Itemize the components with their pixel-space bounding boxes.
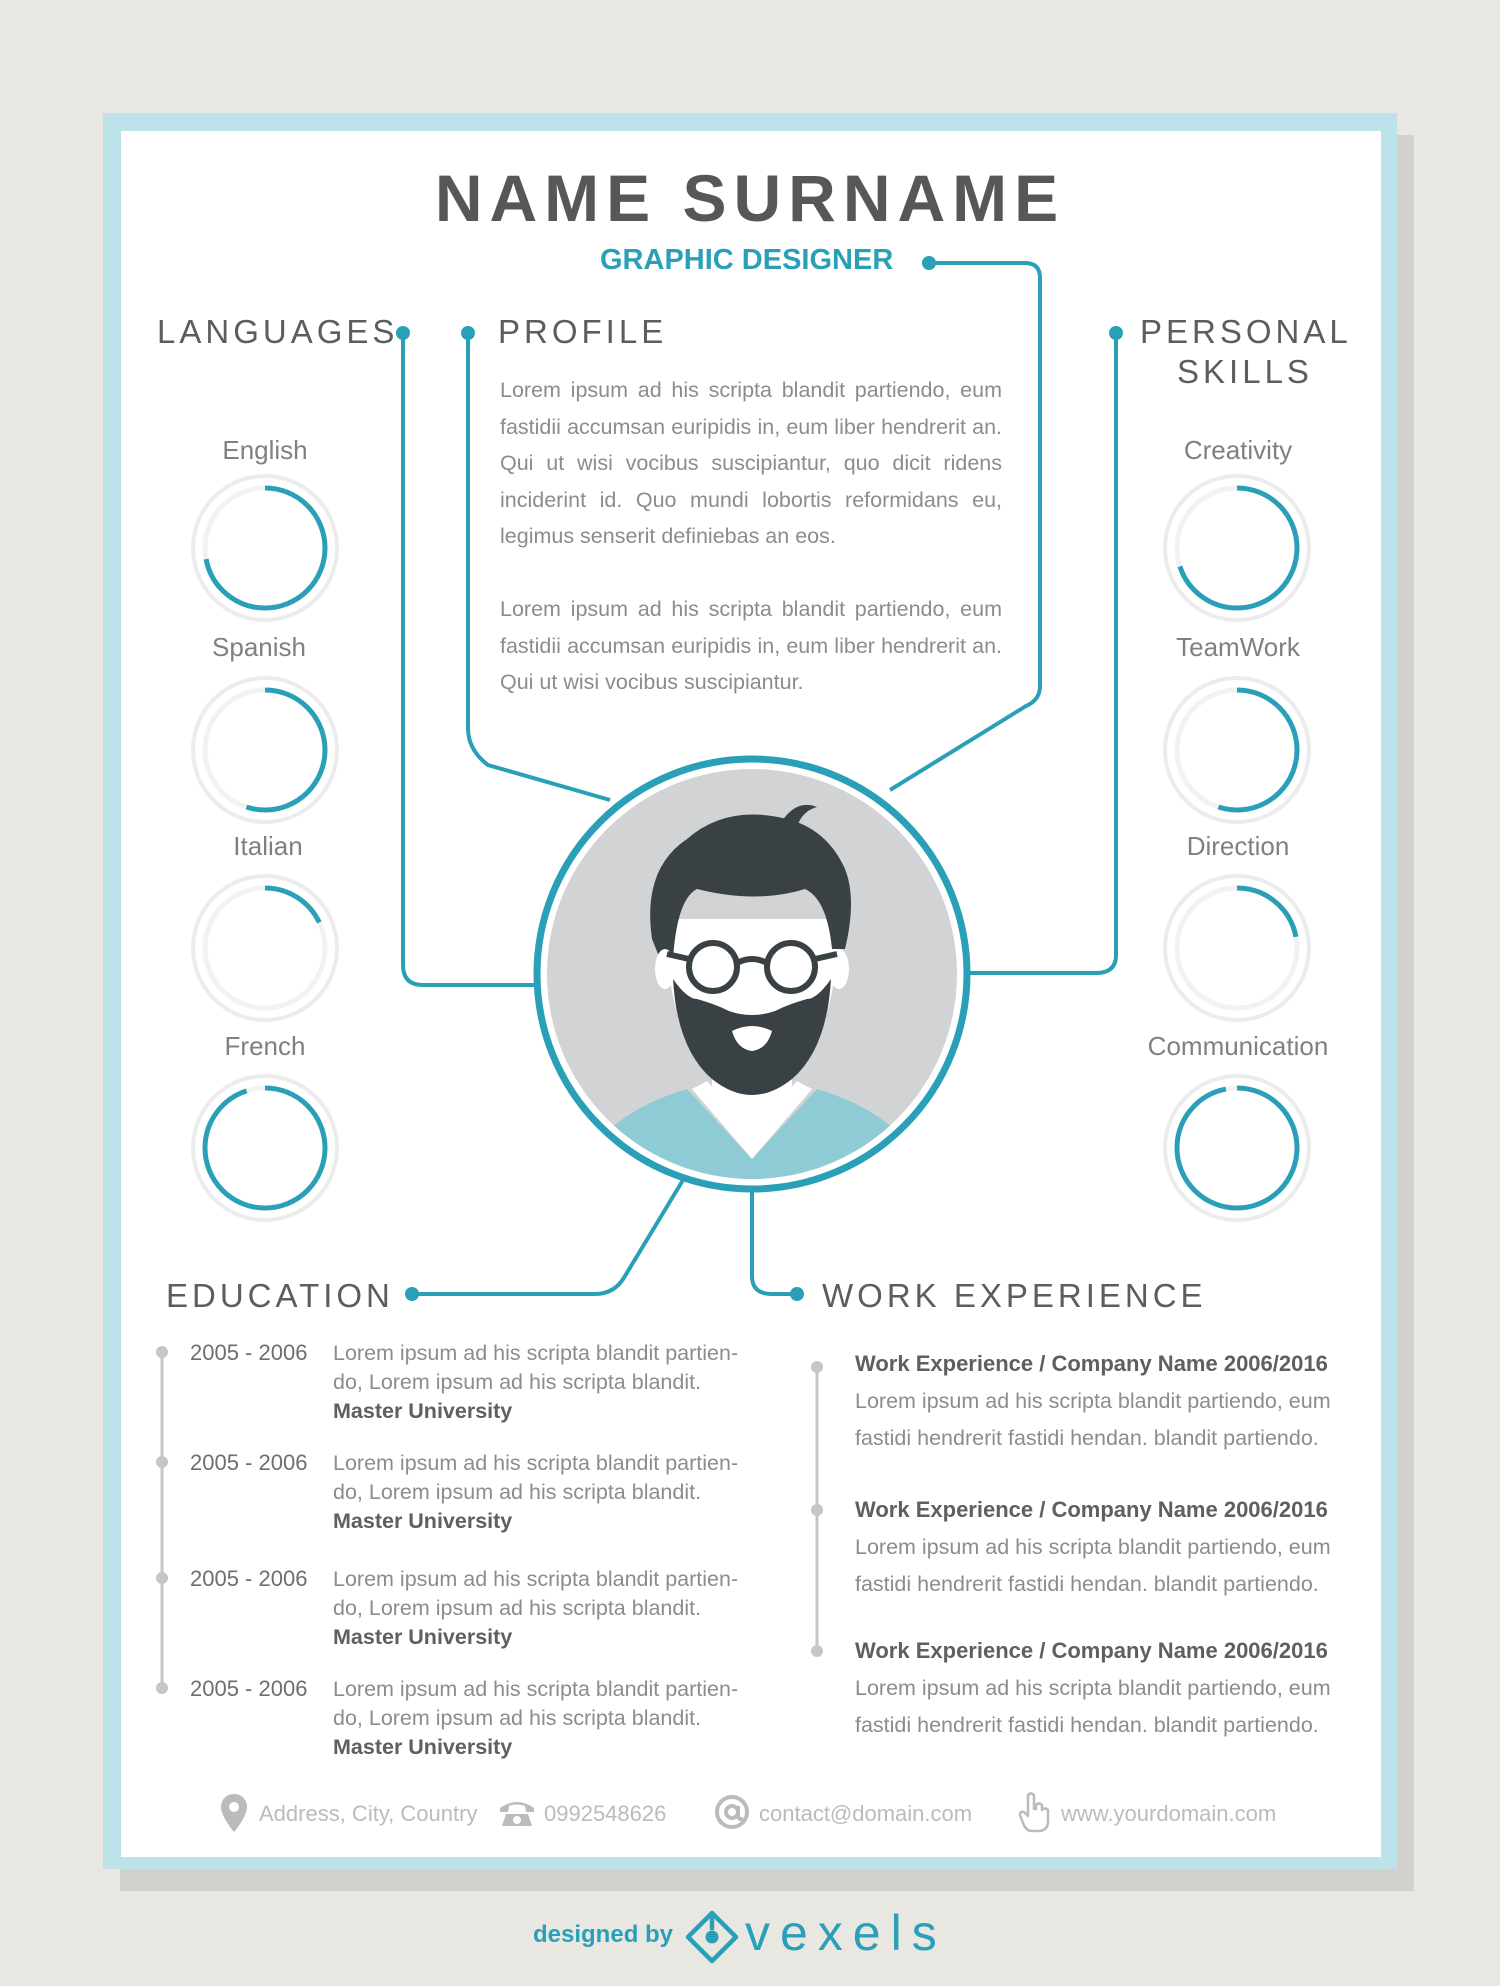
skill-label: Creativity (1183, 435, 1293, 465)
education-desc-line: Lorem ipsum ad his scripta blandit partien- (333, 1567, 739, 1591)
connector-dot-work (790, 1287, 804, 1301)
education-years: 2005 - 2006 (190, 1450, 308, 1475)
language-label: French (224, 1031, 306, 1061)
education-entry (333, 1565, 753, 1652)
skill-gauge (1157, 670, 1317, 830)
skill-label: Communication (1147, 1031, 1329, 1061)
education-desc-line: do, Lorem ipsum ad his scripta blandit. (333, 1370, 702, 1394)
gauge-outer-ring (193, 1076, 337, 1220)
map-pin-icon (219, 1792, 249, 1834)
language-gauge (185, 1068, 345, 1228)
contact-address: Address, City, Country (259, 1801, 478, 1826)
language-gauge (185, 868, 345, 1028)
gauge-outer-ring (1165, 678, 1309, 822)
gauge-outer-ring (1165, 876, 1309, 1020)
skill-label: TeamWork (1176, 632, 1300, 662)
pointer-hand-icon (1018, 1791, 1052, 1833)
education-desc-line: do, Lorem ipsum ad his scripta blandit. (333, 1596, 702, 1620)
connector-work-line (752, 1185, 797, 1294)
contact-email: contact@domain.com (759, 1801, 973, 1826)
connector-dot-role (922, 256, 936, 270)
education-school: Master University (333, 1625, 513, 1649)
education-entry (333, 1449, 753, 1536)
connector-dot-skills (1109, 326, 1123, 340)
candidate-name: NAME SURNAME (434, 161, 1066, 235)
gauge-outer-ring (193, 476, 337, 620)
education-school: Master University (333, 1399, 513, 1423)
work-desc-line: Lorem ipsum ad his scripta blandit partiendo, eum (855, 1535, 1331, 1559)
skill-gauge (1157, 468, 1317, 628)
education-years: 2005 - 2006 (190, 1566, 308, 1591)
profile-paragraph-1: Lorem ipsum ad his scripta blandit partiendo, eum fastidii accumsan euripidis in, eum liber hendrerit an. Qui ut wisi vocibus suscipiantur, quo dicit ridens inciderint id. Quo mundi lobortis reformidans eu, legimus senserit definiebas an eos. (500, 378, 1002, 548)
work-title: Work Experience / Company Name 2006/2016 (855, 1638, 1328, 1663)
language-gauge (185, 468, 345, 628)
work-desc-line: Lorem ipsum ad his scripta blandit partiendo, eum (855, 1389, 1331, 1413)
gauge-outer-ring (1165, 1076, 1309, 1220)
work-timeline (805, 1355, 829, 1665)
education-desc-line: do, Lorem ipsum ad his scripta blandit. (333, 1480, 702, 1504)
avatar (527, 749, 977, 1199)
language-label: English (222, 435, 308, 465)
education-desc-line: Lorem ipsum ad his scripta blandit partien- (333, 1451, 739, 1475)
work-title: Work Experience / Company Name 2006/2016 (855, 1497, 1328, 1522)
personal-skills-heading (1140, 313, 1350, 391)
work-description (855, 1383, 1375, 1457)
education-school: Master University (333, 1735, 513, 1759)
education-entry (333, 1339, 753, 1426)
education-years: 2005 - 2006 (190, 1676, 308, 1701)
profile-heading: PROFILE (498, 313, 668, 350)
telephone-icon (498, 1796, 536, 1828)
education-desc-line: Lorem ipsum ad his scripta blandit partien- (333, 1341, 739, 1365)
at-sign-icon (713, 1793, 751, 1831)
education-years: 2005 - 2006 (190, 1340, 308, 1365)
work-desc-line: fastidi hendrerit fastidi hendan. blandit partiendo. (855, 1572, 1319, 1596)
education-desc-line: do, Lorem ipsum ad his scripta blandit. (333, 1706, 702, 1730)
gauge-outer-ring (1165, 476, 1309, 620)
connector-dot-education (405, 1287, 419, 1301)
skill-gauge (1157, 1068, 1317, 1228)
language-label: Italian (233, 831, 303, 861)
education-school: Master University (333, 1509, 513, 1533)
gauge-level-arc (1177, 1088, 1297, 1208)
education-heading: EDUCATION (166, 1277, 394, 1314)
work-title: Work Experience / Company Name 2006/2016 (855, 1351, 1328, 1376)
work-description (855, 1529, 1375, 1603)
contact-phone: 0992548626 (544, 1801, 667, 1826)
language-label: Spanish (212, 632, 306, 662)
personal-skills-heading-line2: SKILLS (1177, 353, 1313, 390)
education-timeline (150, 1340, 174, 1700)
profile-paragraph-2: Lorem ipsum ad his scripta blandit partiendo, eum fastidii accumsan euripidis in, eum liber hendrerit an. Qui ut wisi vocibus suscipiantur. (500, 597, 1002, 694)
language-gauge (185, 670, 345, 830)
languages-heading: LANGUAGES (157, 313, 399, 350)
connector-dot-profile (461, 326, 475, 340)
personal-skills-heading-line1: PERSONAL (1140, 313, 1352, 350)
skill-gauge (1157, 868, 1317, 1028)
gauge-outer-ring (193, 876, 337, 1020)
work-experience-heading: WORK EXPERIENCE (822, 1277, 1207, 1314)
work-desc-line: fastidi hendrerit fastidi hendan. blandit partiendo. (855, 1713, 1319, 1737)
gauge-level-arc (205, 1088, 325, 1208)
work-desc-line: fastidi hendrerit fastidi hendan. blandit partiendo. (855, 1426, 1319, 1450)
credit-brand: vexels (745, 1905, 947, 1961)
candidate-role: GRAPHIC DESIGNER (600, 244, 894, 276)
contact-website: www.yourdomain.com (1061, 1801, 1277, 1826)
vexels-logo-icon (685, 1910, 739, 1964)
education-desc-line: Lorem ipsum ad his scripta blandit partien- (333, 1677, 739, 1701)
education-entry (333, 1675, 753, 1762)
gauge-outer-ring (193, 678, 337, 822)
work-desc-line: Lorem ipsum ad his scripta blandit partiendo, eum (855, 1676, 1331, 1700)
work-description (855, 1670, 1375, 1744)
skill-label: Direction (1186, 831, 1290, 861)
credit-label: designed by (533, 1921, 674, 1948)
